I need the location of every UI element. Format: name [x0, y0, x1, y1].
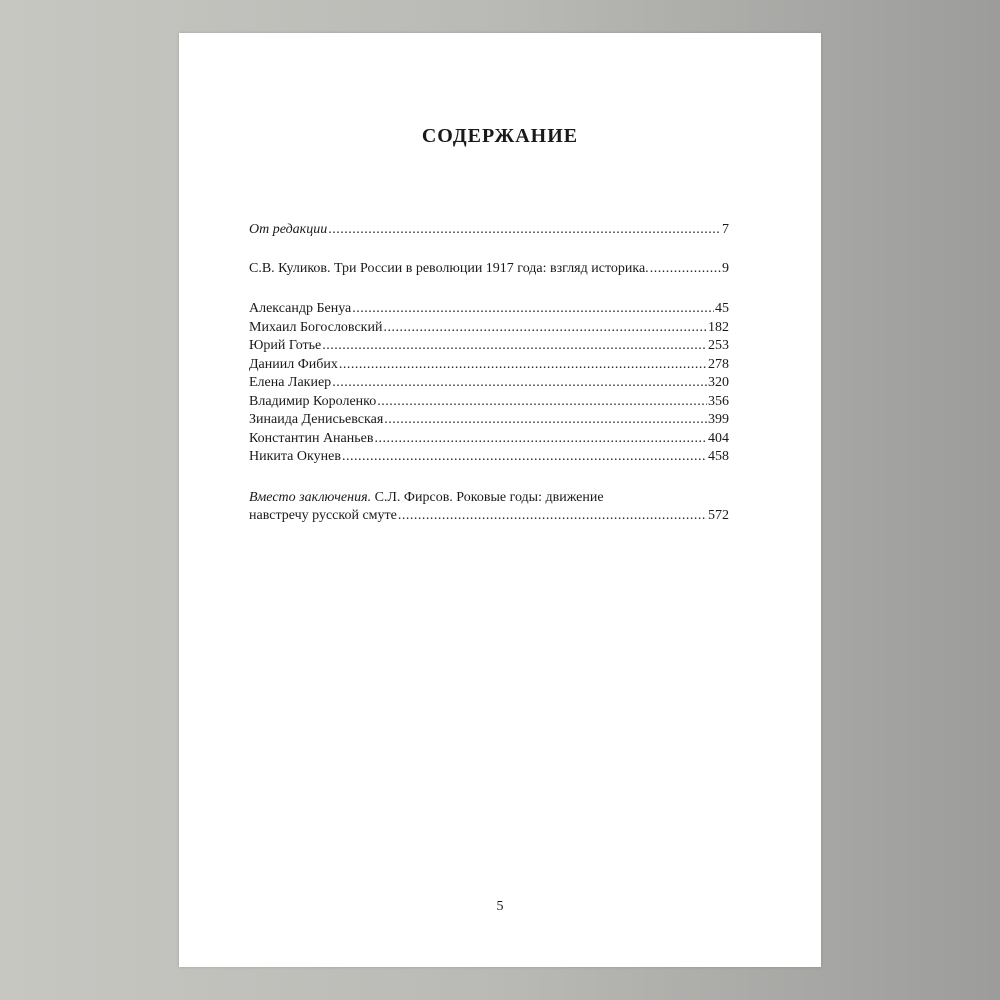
spacer: [249, 278, 729, 300]
toc-entry-title: С.В. Куликов. Три России в революции 1917 года: взгляд историка.: [249, 260, 649, 276]
dot-leader: [650, 260, 721, 279]
toc-entry-diarist: [249, 374, 729, 393]
conclusion-prefix: Вместо заключения.: [249, 489, 372, 505]
toc-entry-conclusion-line1: [249, 489, 729, 508]
toc-entry-title: Никита Окунев: [249, 449, 341, 464]
toc-entry-diarist: [249, 393, 729, 412]
dot-leader: [374, 430, 707, 449]
toc-entry-page: 278: [708, 356, 729, 372]
toc-entry-title: От редакции: [249, 222, 328, 237]
dot-leader: [383, 319, 707, 338]
conclusion-title-part1: С.Л. Фирсов. Роковые годы: движение: [371, 489, 604, 505]
toc-entry-title: Зинаида Денисьевская: [249, 412, 384, 427]
dot-leader: [377, 393, 707, 412]
toc-entry-diarist: [249, 337, 729, 356]
toc-entry-diarist: [249, 356, 729, 375]
toc-entry-page: 320: [708, 375, 729, 390]
dot-leader: [342, 448, 707, 467]
dot-leader: [384, 411, 707, 430]
toc-entry-title: Даниил Фибих: [249, 356, 338, 372]
toc-entry-intro: [249, 260, 729, 279]
toc-entry-title: Юрий Готье: [249, 338, 322, 353]
toc-entry-page: 45: [715, 301, 729, 316]
spacer: [249, 240, 729, 260]
dot-leader: [332, 374, 707, 393]
dot-leader: [352, 300, 714, 319]
book-page: [179, 33, 821, 967]
conclusion-title-part2: навстречу русской смуте: [249, 508, 397, 523]
page-title: СОДЕРЖАНИЕ: [421, 125, 579, 147]
toc-entry-page: 253: [708, 338, 729, 353]
spacer: [249, 467, 729, 489]
toc-entry-title: Михаил Богословский: [249, 319, 383, 335]
toc-entry-diarist: [249, 319, 729, 338]
toc-entry-conclusion-line2: [249, 507, 729, 526]
page-number: 5: [496, 899, 504, 914]
toc-entry-title: Александр Бенуа: [249, 301, 352, 316]
dot-leader: [398, 507, 707, 526]
toc-entry-page: 572: [708, 508, 729, 523]
toc-entry-title: Елена Лакиер: [249, 375, 332, 390]
toc-entry-title: Владимир Короленко: [249, 393, 377, 409]
toc-entry-page: 356: [708, 393, 729, 409]
toc-entry-page: 9: [722, 260, 729, 276]
dot-leader: [328, 221, 721, 240]
toc-entry-page: 404: [708, 430, 729, 446]
toc-entry-page: 399: [708, 412, 729, 427]
dot-leader: [339, 356, 707, 375]
toc-entry-diarist: [249, 430, 729, 449]
toc-entry-page: 7: [722, 222, 729, 237]
toc-entry-diarist: [249, 411, 729, 430]
toc-entry-title: Константин Ананьев: [249, 430, 374, 446]
toc-entry-page: 458: [708, 449, 729, 464]
toc-entry-page: 182: [708, 319, 729, 335]
toc-entry-diarist: [249, 448, 729, 467]
dot-leader: [322, 337, 707, 356]
table-of-contents: [249, 221, 729, 526]
toc-entry-diarist: [249, 300, 729, 319]
toc-entry-editorial: [249, 221, 729, 240]
